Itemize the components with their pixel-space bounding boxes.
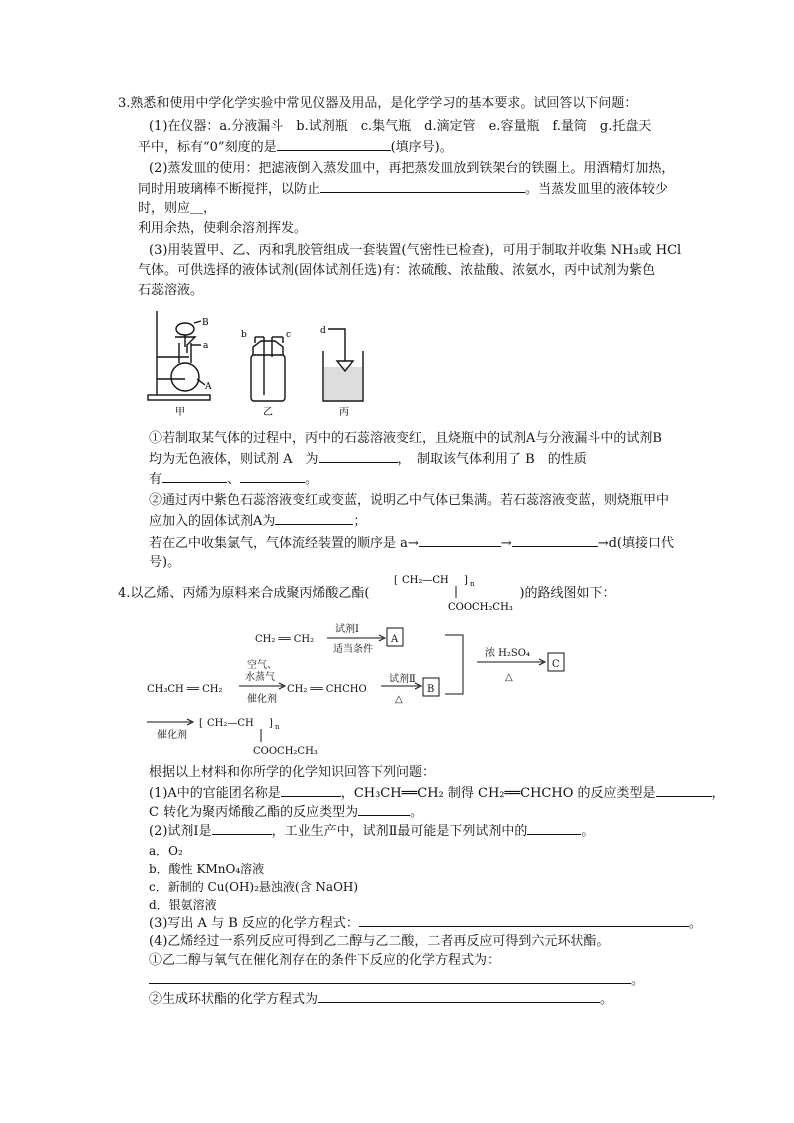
q3-sub1-line3 — [149, 469, 318, 490]
q4-title-text-b: )的路线图如下： — [519, 586, 616, 601]
q4-part4-line2: ①乙二醇与氧气在催化剂存在的条件下反应的化学方程式为： — [149, 953, 501, 968]
route-catalyst: 催化剂 — [247, 694, 277, 705]
q4-part1-text: (1)A中的官能团名称是 — [149, 786, 281, 801]
q3-part2-line3: 时，则应＿， — [138, 201, 217, 216]
q3-sub2-text: 应加入的固体试剂A为 — [149, 514, 276, 529]
label-yi: 乙 — [263, 407, 273, 418]
q3-answer-blank-property-1[interactable] — [162, 469, 227, 483]
q4-part4-line4 — [149, 989, 613, 1010]
q3-sub1-line2 — [149, 449, 587, 470]
q4-option-b: b．酸性 KMnO₄溶液 — [149, 862, 265, 876]
q4-part4-end: 。 — [631, 973, 645, 988]
q4-option-d: d．银氨溶液 — [149, 898, 217, 912]
svg-text:]: ] — [464, 575, 468, 586]
q4-option-c: c．新制的 Cu(OH)₂悬浊液(含 NaOH) — [149, 880, 359, 894]
q3-part2-line4: 利用余热，使剩余溶剂挥发。 — [138, 221, 308, 236]
label-c: c — [286, 330, 292, 340]
q3-part2-text: 同时用玻璃棒不断搅拌，以防止 — [138, 182, 321, 197]
label-a: a — [203, 341, 209, 351]
route-box-c: C — [552, 659, 560, 670]
q3-sub1-end: 。 — [305, 472, 319, 487]
route-steam: 水蒸气 — [245, 672, 275, 683]
route-box-a: A — [391, 634, 399, 645]
q3-answer-blank-property-2[interactable] — [240, 469, 305, 483]
q4-part2-text: (2)试剂Ⅰ是 — [149, 824, 212, 839]
q3-sub1-text-c: 有 — [149, 472, 163, 487]
q3-sub2-line1: ②通过丙中紫色石蕊溶液变红或变蓝，说明乙中气体已集满。若石蕊溶液变蓝，则烧瓶甲中 — [149, 493, 670, 508]
q4-part3-end: 。 — [688, 916, 702, 931]
q3-sub2-line3 — [149, 533, 674, 554]
route-polymer-n: n — [275, 723, 280, 731]
q3-sub2-text-b: ； — [353, 514, 367, 529]
q4-part1-line2 — [149, 802, 423, 823]
synthesis-route — [145, 620, 625, 760]
q3-part2-line1: (2)蒸发皿的使用：把滤液倒入蒸发皿中，再把蒸发皿放到铁架台的铁圈上。用酒精灯加热， — [149, 161, 675, 176]
q4-part1-text-e: 。 — [410, 805, 424, 820]
q3-sub2-arrow: → — [500, 536, 512, 551]
apparatus-bing — [323, 329, 363, 401]
q3-title: 3.熟悉和使用中学化学实验中常见仪器及用品，是化学学习的基本要求。试回答以下问题： — [118, 96, 638, 111]
svg-text:[: [ — [394, 575, 398, 586]
svg-text:[: [ — [199, 718, 203, 729]
polymer-top: CH₂—CH — [402, 575, 449, 586]
q3-answer-blank-port-2[interactable] — [512, 533, 598, 547]
route-conc-h2so4: 浓 H₂SO₄ — [485, 648, 530, 659]
q3-part1-line2 — [138, 137, 453, 158]
q3-part3-line1: (3)用装置甲、乙、丙和乳胶管组成一套装置(气密性已检查)，可用于制取并收集 NH₃或 HCl — [149, 243, 682, 258]
route-box-b: B — [427, 684, 435, 695]
q3-part1-text: 平中，标有“0”刻度的是 — [138, 140, 277, 155]
q3-sub2-text-d: →d(填接口代 — [597, 536, 674, 551]
q3-part1-line1: (1)在仪器：a.分液漏斗 b.试剂瓶 c.集气瓶 d.滴定管 e.容量瓶 f.量筒 g.托盘天 — [149, 119, 652, 134]
q3-sub1-text: 均为无色液体，则试剂 A 为 — [149, 452, 319, 467]
route-polymer-bottom: COOCH₂CH₃ — [253, 746, 318, 757]
q4-part4-end-b: 。 — [600, 992, 614, 1007]
route-ethylene: CH₂ ══ CH₂ — [255, 634, 315, 645]
apparatus-figure — [145, 307, 370, 419]
q4-part4-line3 — [149, 970, 644, 991]
q4-answer-blank-reaction-type-1[interactable] — [656, 783, 712, 797]
q4-answer-blank-equation-ab[interactable] — [359, 913, 689, 927]
q4-part1-text-d: C 转化为聚丙烯酸乙酯的反应类型为 — [149, 805, 359, 820]
label-bing: 丙 — [339, 407, 349, 418]
label-B: B — [202, 318, 209, 328]
apparatus-yi — [251, 337, 285, 401]
q3-sub1-text-b: ， 制取该气体利用了 B 的性质 — [397, 452, 587, 467]
q3-sub2-line4: 号)。 — [149, 555, 181, 570]
q3-part2-line2 — [138, 179, 668, 200]
q4-option-a: a．O₂ — [149, 844, 183, 858]
route-air: 空气、 — [247, 660, 277, 671]
route-triangle-2: △ — [395, 694, 403, 705]
q3-sub1-sep: 、 — [227, 472, 241, 487]
q4-part1-text-c: ， — [711, 786, 725, 801]
q3-sub2-text-c: 若在乙中收集氯气，气体流经装置的顺序是 a→ — [149, 536, 419, 551]
route-reagent2: 试剂Ⅱ — [389, 674, 416, 685]
label-A: A — [205, 382, 212, 392]
q4-title — [118, 584, 616, 604]
label-b: b — [241, 330, 247, 340]
q3-part1-fill-note: (填序号)。 — [390, 140, 453, 155]
q4-answer-blank-cyclic-ester[interactable] — [318, 989, 600, 1003]
q3-part3-line3: 石蕊溶液。 — [138, 283, 204, 298]
svg-text:]: ] — [269, 718, 273, 729]
q4-part1-text-b: ，CH₃CH══CH₂ 制得 CH₂══CHCHO 的反应类型是 — [340, 786, 656, 801]
q3-answer-blank-solid-reagent[interactable] — [275, 511, 353, 525]
q4-part3 — [149, 913, 702, 934]
q4-answer-blank-reagent-2[interactable] — [527, 821, 581, 835]
route-acrolein: CH₂ ══ CHCHO — [287, 684, 367, 695]
q4-title-text: 4.以乙烯、丙烯为原料来合成聚丙烯酸乙酯( — [118, 586, 370, 601]
polymer-n: n — [470, 580, 475, 588]
route-propylene: CH₃CH ══ CH₂ — [147, 684, 223, 695]
apparatus-jia — [148, 311, 210, 400]
q4-part2-text-b: ，工业生产中，试剂Ⅱ最可能是下列试剂中的 — [271, 824, 528, 839]
q4-part3-text: (3)写出 A 与 B 反应的化学方程式： — [149, 916, 359, 931]
route-reagent1: 试剂Ⅰ — [335, 624, 359, 635]
q3-answer-blank-reagent-a[interactable] — [319, 449, 398, 463]
label-d: d — [320, 326, 326, 336]
q4-intro: 根据以上材料和你所学的化学知识回答下列问题： — [149, 765, 436, 780]
label-jia: 甲 — [175, 407, 185, 418]
q4-part2-text-c: 。 — [581, 824, 595, 839]
q3-sub1-line1: ①若制取某气体的过程中，丙中的石蕊溶液变红，且烧瓶中的试剂A与分液漏斗中的试剂B — [149, 431, 662, 446]
q4-answer-blank-reagent-1[interactable] — [212, 821, 272, 835]
q4-answer-blank-reaction-type-2[interactable] — [358, 802, 410, 816]
route-catalyst-2: 催化剂 — [157, 730, 187, 741]
q4-part4-text: ②生成环状酯的化学方程式为 — [149, 992, 319, 1007]
q3-answer-blank-prevent[interactable] — [320, 179, 525, 193]
route-cond1: 适当条件 — [333, 644, 373, 655]
route-triangle-1: △ — [505, 672, 513, 683]
q4-answer-blank-glycol-oxidation[interactable] — [149, 970, 631, 984]
q3-answer-blank-port-1[interactable] — [419, 533, 501, 547]
q3-sub2-line2 — [149, 511, 366, 532]
q3-part2-text-b: 。当蒸发皿里的液体较少 — [525, 182, 669, 197]
q4-part2-line1 — [149, 821, 594, 842]
q4-part4-line1: (4)乙烯经过一系列反应可得到乙二醇与乙二酸，二者再反应可得到六元环状酯。 — [149, 934, 610, 949]
q3-part3-line2: 气体。可供选择的液体试剂(固体试剂任选)有：浓硫酸、浓盐酸、浓氨水，丙中试剂为紫色 — [138, 263, 656, 278]
polymer-formula-title — [390, 570, 540, 614]
route-polymer-top: CH₂—CH — [207, 718, 254, 729]
q4-answer-blank-functional-group[interactable] — [281, 783, 341, 797]
q3-answer-blank-zero-scale[interactable] — [277, 137, 391, 151]
q4-part1-line1 — [149, 783, 725, 804]
polymer-bottom: COOCH₂CH₃ — [448, 602, 513, 613]
